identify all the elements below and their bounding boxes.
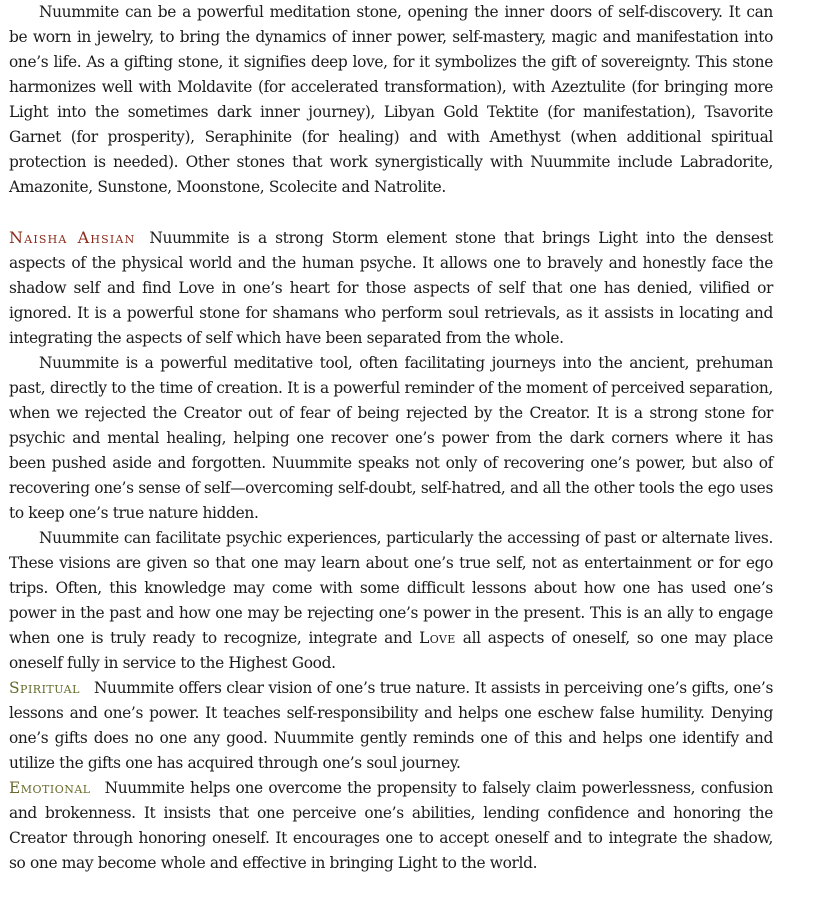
emotional-text: Nuummite helps one overcome the propensity to falsely claim powerlessness, confusion and brokenness. It insists that one perceive one’s abilities, lending confidence and honoring the Creator through honoring oneself. It encourages one to accept oneself and to integrate the shadow, so one may become whole and effective in bringing Light to the world.: [9, 779, 773, 872]
book-page: [9, 0, 773, 876]
author-paragraph-1-text: Nuummite is a strong Storm element stone that brings Light into the densest aspects of the physical world and the human psyche. It allows one to bravely and honestly face the shadow self and find Love in one’s heart for those aspects of self that one has denied, vilified or ignored. It is a powerful stone for shamans who perform soul retrievals, as it assists in locating and integrating the aspects of self which have been separated from the whole.: [9, 229, 773, 347]
author-heading: Naisha Ahsian: [9, 228, 136, 247]
intro-paragraph: Nuummite can be a powerful meditation stone, opening the inner doors of self-discovery. It can be worn in jewelry, to bring the dynamics of inner power, self-mastery, magic and manifestation into one’s life. As a gifting stone, it signifies deep love, for it symbolizes the gift of sovereignty. This stone harmonizes well with Moldavite (for accelerated transformation), with Azeztulite (for bringing more Light into the sometimes dark inner journey), Libyan Gold Tektite (for manifestation), Tsavorite Garnet (for prosperity), Seraphinite (for healing) and with Amethyst (when additional spiritual protection is needed). Other stones that work synergistically with Nuummite include Labradorite, Amazonite, Sunstone, Moonstone, Scolecite and Natrolite.: [9, 3, 773, 196]
author-paragraph-3-after: all aspects of oneself, so one may place oneself fully in service to the Highest Good.: [9, 629, 773, 672]
spiritual-text: Nuummite offers clear vision of one’s true nature. It assists in perceiving one’s gifts, one’s lessons and one’s power. It teaches self-responsibility and helps one eschew false humility. Denying one’s gifts does no one any good. Nuummite gently reminds one of this and helps one identify and utilize the gifts one has acquired through one’s soul journey.: [9, 679, 773, 772]
love-emphasis: Love: [419, 629, 456, 647]
emotional-paragraph: [9, 776, 773, 876]
author-paragraph-1: [9, 225, 773, 351]
author-paragraph-3: [9, 526, 773, 676]
spiritual-heading: Spiritual: [9, 679, 80, 697]
emotional-heading: Emotional: [9, 779, 91, 797]
author-paragraph-3-before: Nuummite can facilitate psychic experiences, particularly the accessing of past or alternate lives. These visions are given so that one may learn about one’s true self, not as entertainment or for ego trips. Often, this knowledge may come with some difficult lessons about how one has used one’s power in the past and how one may be rejecting one’s power in the present. This is an ally to engage when one is truly ready to recognize, integrate and: [9, 529, 773, 647]
author-paragraph-2: Nuummite is a powerful meditative tool, often facilitating journeys into the ancient, prehuman past, directly to the time of creation. It is a powerful reminder of the moment of perceived separation, when we rejected the Creator out of fear of being rejected by the Creator. It is a strong stone for psychic and mental healing, helping one recover one’s power from the dark corners where it has been pushed aside and forgotten. Nuummite speaks not only of recovering one’s power, but also of recovering one’s sense of self—overcoming self-doubt, self-hatred, and all the other tools the ego uses to keep one’s true nature hidden.: [9, 354, 773, 522]
spiritual-paragraph: [9, 676, 773, 776]
